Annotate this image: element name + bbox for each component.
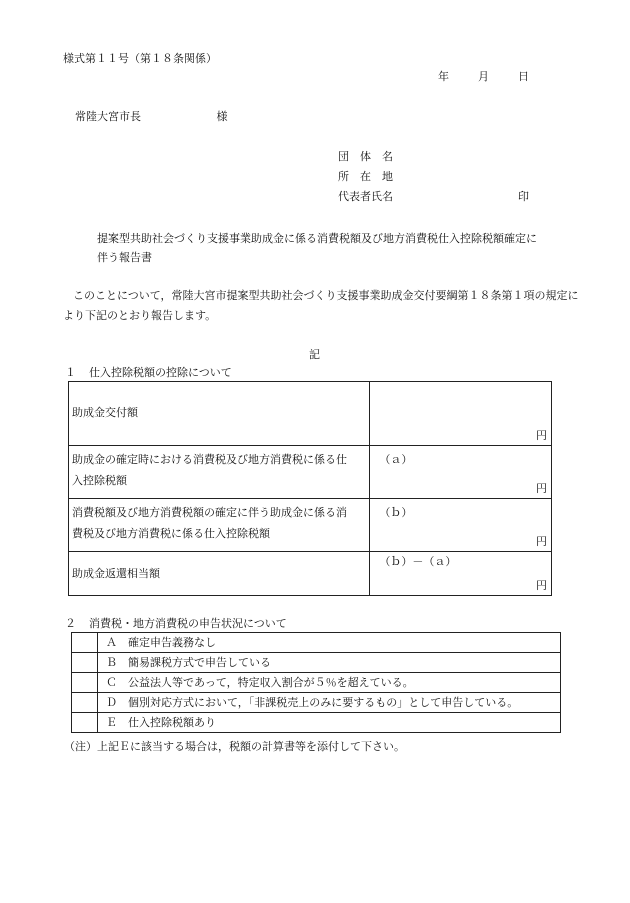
row1-value-cell[interactable]	[370, 382, 552, 446]
table-row	[72, 713, 561, 733]
footnote: （注）上記Ｅに該当する場合は，税額の計算書等を添付して下さい。	[64, 740, 405, 753]
row3-value-cell[interactable]	[370, 499, 552, 552]
applicant-rep-row	[338, 190, 529, 203]
section1-heading	[65, 366, 232, 379]
row2-label-line2: 入控除税額	[72, 474, 127, 487]
row2-tag: （ａ）	[379, 453, 413, 466]
option-b-text: 簡易課税方式で申告している	[128, 655, 271, 669]
row3-label-cell	[69, 499, 370, 552]
option-c-letter: Ｃ	[106, 675, 117, 689]
section2-title: 消費税・地方消費税の申告状況について	[89, 617, 287, 630]
option-d-text: 個別対応方式において，「非課税売上のみに要するもの」として申告している。	[128, 695, 519, 709]
row2-label-line1: 助成金の確定時における消費税及び地方消費税に係る仕	[72, 453, 347, 466]
applicant-address-label: 所 在 地	[338, 170, 393, 183]
option-a-text: 確定申告義務なし	[128, 635, 216, 649]
section1-title: 仕入控除税額の控除について	[89, 366, 232, 379]
table-row	[72, 633, 561, 653]
option-e-text-cell	[98, 713, 561, 733]
applicant-org-label: 団 体 名	[338, 150, 393, 163]
table-row	[69, 446, 552, 499]
row1-label: 助成金交付額	[72, 406, 138, 419]
section2-heading	[65, 617, 287, 630]
option-e-text: 仕入控除税額あり	[128, 715, 216, 729]
date-year-label: 年	[438, 70, 449, 83]
row4-unit: 円	[536, 578, 547, 592]
row3-unit: 円	[536, 534, 547, 548]
row1-label-cell	[69, 382, 370, 446]
seal-mark: 印	[518, 190, 529, 203]
document-title-line2: 伴う報告書	[97, 251, 152, 264]
option-d-text-cell	[98, 693, 561, 713]
option-d-checkbox[interactable]	[72, 693, 98, 713]
option-e-letter: Ｅ	[106, 715, 117, 729]
date-line	[438, 70, 529, 83]
tax-status-table	[71, 632, 561, 733]
addressee-honorific: 様	[216, 110, 228, 123]
document-title	[97, 229, 537, 267]
row3-tag: （ｂ）	[379, 506, 413, 519]
row2-unit: 円	[536, 481, 547, 495]
table-row	[72, 693, 561, 713]
tax-deduction-table	[68, 381, 552, 596]
row4-tag: （ｂ）－（ａ）	[379, 555, 457, 568]
form-number: 様式第１１号（第１８条関係）	[63, 52, 217, 65]
section1-number: １	[65, 366, 76, 379]
row2-label-cell	[69, 446, 370, 499]
row3-label-line1: 消費税額及び地方消費税額の確定に伴う助成金に係る消	[72, 506, 347, 519]
table-row	[72, 673, 561, 693]
row3-label-line2: 費税及び地方消費税に係る仕入控除税額	[72, 527, 270, 540]
option-e-checkbox[interactable]	[72, 713, 98, 733]
option-c-text-cell	[98, 673, 561, 693]
body-text: このことについて，常陸大宮市提案型共助社会づくり支援事業助成金交付要綱第１８条第１項の規定により下記のとおり報告します。	[63, 289, 579, 322]
option-a-letter: Ａ	[106, 635, 117, 649]
row4-label: 助成金返還相当額	[72, 567, 160, 580]
option-c-checkbox[interactable]	[72, 673, 98, 693]
ki-heading: 記	[309, 348, 320, 361]
option-d-letter: Ｄ	[106, 695, 117, 709]
table-row	[69, 552, 552, 596]
option-a-checkbox[interactable]	[72, 633, 98, 653]
option-b-letter: Ｂ	[106, 655, 117, 669]
row1-unit: 円	[536, 428, 547, 442]
option-a-text-cell	[98, 633, 561, 653]
table-row	[72, 653, 561, 673]
option-b-text-cell	[98, 653, 561, 673]
section2-number: ２	[65, 617, 76, 630]
option-c-text: 公益法人等であって，特定収入割合が５％を超えている。	[128, 675, 414, 689]
row2-value-cell[interactable]	[370, 446, 552, 499]
document-title-line1: 提案型共助社会づくり支援事業助成金に係る消費税額及び地方消費税仕入控除税額確定に	[97, 232, 537, 245]
table-row	[69, 499, 552, 552]
addressee-name: 常陸大宮市長	[75, 110, 141, 123]
option-b-checkbox[interactable]	[72, 653, 98, 673]
table-row	[69, 382, 552, 446]
applicant-rep-label: 代表者氏名	[338, 190, 393, 203]
row4-label-cell	[69, 552, 370, 596]
date-month-label: 月	[478, 70, 489, 83]
addressee	[75, 110, 228, 123]
row4-value-cell[interactable]	[370, 552, 552, 596]
date-day-label: 日	[518, 70, 529, 83]
